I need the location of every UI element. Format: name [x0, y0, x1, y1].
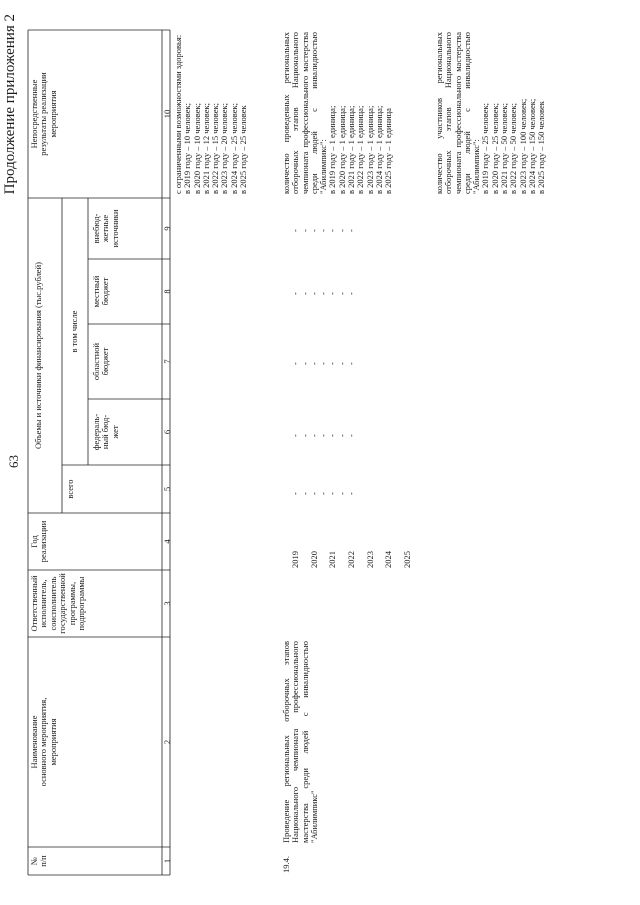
header-including: в том числе: [69, 310, 79, 353]
row-name: Проведение региональных отборочных этапов Национального чемпионата профессионального мастерства среди людей с инвалидностью "Абилимпикс": [281, 641, 319, 843]
dash-value: -: [308, 492, 319, 495]
dash-value: -: [290, 434, 301, 437]
regional-values: [282, 345, 366, 365]
federal-values: [282, 417, 366, 437]
dash-value: -: [327, 362, 338, 365]
dash-value: -: [346, 434, 357, 437]
dash-value: -: [346, 362, 357, 365]
header-num: № п/п: [29, 855, 49, 867]
dash-value: -: [327, 292, 338, 295]
col-number: 6: [162, 429, 172, 435]
header-total: всего: [65, 479, 75, 499]
dash-value: -: [327, 229, 338, 232]
col-number: 4: [162, 539, 172, 544]
dash-value: -: [346, 492, 357, 495]
dash-value: -: [299, 362, 310, 365]
page-title: Продолжение приложения 2: [2, 14, 18, 195]
year-value: 2023: [364, 551, 375, 568]
page-number: 63: [6, 455, 21, 468]
dash-value: -: [327, 492, 338, 495]
dash-value: -: [299, 492, 310, 495]
continuation-results: с ограниченными возможностями здоровья: в 2019 году – 10 человек; в 2020 году – 10 человек; в 2021 году – 12 человек; в 2022 году – 15 человек; в 2023 году – 20 человек; в 2024 году – 25 человек; в 2025 году – 25 человек: [173, 34, 249, 194]
result-participants: количество участников региональных отборочных этапов Национального чемпионата профессионального мастерства среди людей с инвалидностью "Абилимпикс": в 2019 году – 25 человек; в 2020 году – 25 человек; в 2021 году – 50 человек; в 2022 году – 50 человек; в 2023 году – 100 человек; в 2024 году – 150 человек; в 2025 году – 150 человек: [434, 32, 547, 194]
dash-value: -: [318, 434, 329, 437]
local-values: [282, 275, 366, 295]
header-name: Наименование основного мероприятия, мероприятия: [29, 697, 58, 787]
dash-value: -: [336, 434, 347, 437]
header-funding: Объемы и источники финансирования (тыс.рублей): [33, 262, 43, 449]
dash-value: -: [308, 292, 319, 295]
dash-value: -: [346, 292, 357, 295]
dash-value: -: [318, 292, 329, 295]
dash-value: -: [327, 434, 338, 437]
header-local: местный бюджет: [91, 275, 111, 308]
header-results: Непосредственные результаты реализации мероприятия: [29, 72, 58, 156]
row-years: [282, 528, 421, 568]
year-value: 2025: [401, 551, 412, 568]
col-number: 9: [162, 226, 172, 231]
dash-value: -: [318, 492, 329, 495]
dash-value: -: [336, 492, 347, 495]
header-extra: внебюд- жетные источники: [91, 209, 120, 248]
dash-value: -: [336, 362, 347, 365]
dash-value: -: [336, 229, 347, 232]
col-number: 3: [162, 601, 172, 606]
dash-value: -: [299, 229, 310, 232]
total-values: [282, 475, 366, 495]
col-number: 7: [162, 359, 172, 364]
dash-value: -: [308, 229, 319, 232]
dash-value: -: [346, 229, 357, 232]
dash-value: -: [299, 434, 310, 437]
col-number: 10: [162, 109, 172, 119]
year-value: 2024: [383, 551, 394, 568]
dash-value: -: [308, 434, 319, 437]
col-number: 2: [162, 739, 172, 745]
dash-value: -: [290, 229, 301, 232]
col-number: 8: [162, 289, 172, 294]
dash-value: -: [318, 362, 329, 365]
header-responsible: Ответственный исполнитель, соисполнитель государственной программы, подпрограммы: [29, 573, 87, 634]
header-regional: областной бюджет: [91, 342, 111, 381]
header-year: Год реализации: [29, 520, 49, 563]
dash-value: -: [290, 292, 301, 295]
dash-value: -: [318, 229, 329, 232]
dash-value: -: [336, 292, 347, 295]
year-value: 2020: [308, 551, 319, 568]
dash-value: -: [299, 292, 310, 295]
row-number: 19.4.: [281, 856, 291, 873]
year-value: 2022: [346, 551, 357, 568]
dash-value: -: [290, 492, 301, 495]
header-federal: федераль- ный бюд- жет: [91, 413, 120, 451]
year-value: 2021: [327, 551, 338, 568]
col-number: 1: [162, 858, 172, 864]
year-value: 2019: [290, 551, 301, 568]
dash-value: -: [308, 362, 319, 365]
dash-value: -: [290, 362, 301, 365]
col-number: 5: [162, 486, 172, 492]
result-events: количество проведенных региональных отборочных этапов Национального чемпионата профессионального мастерства среди людей с инвалидностью "Абилимпикс": в 2019 году – 1 единица; в 2020 году – 1 единица; в 2021 году – 1 единица; в 2022 году – 1 единица; в 2023 году – 1 единица; в 2024 году – 1 единица; в 2025 году – 1 единица: [281, 32, 394, 194]
extra-values: [282, 212, 366, 232]
